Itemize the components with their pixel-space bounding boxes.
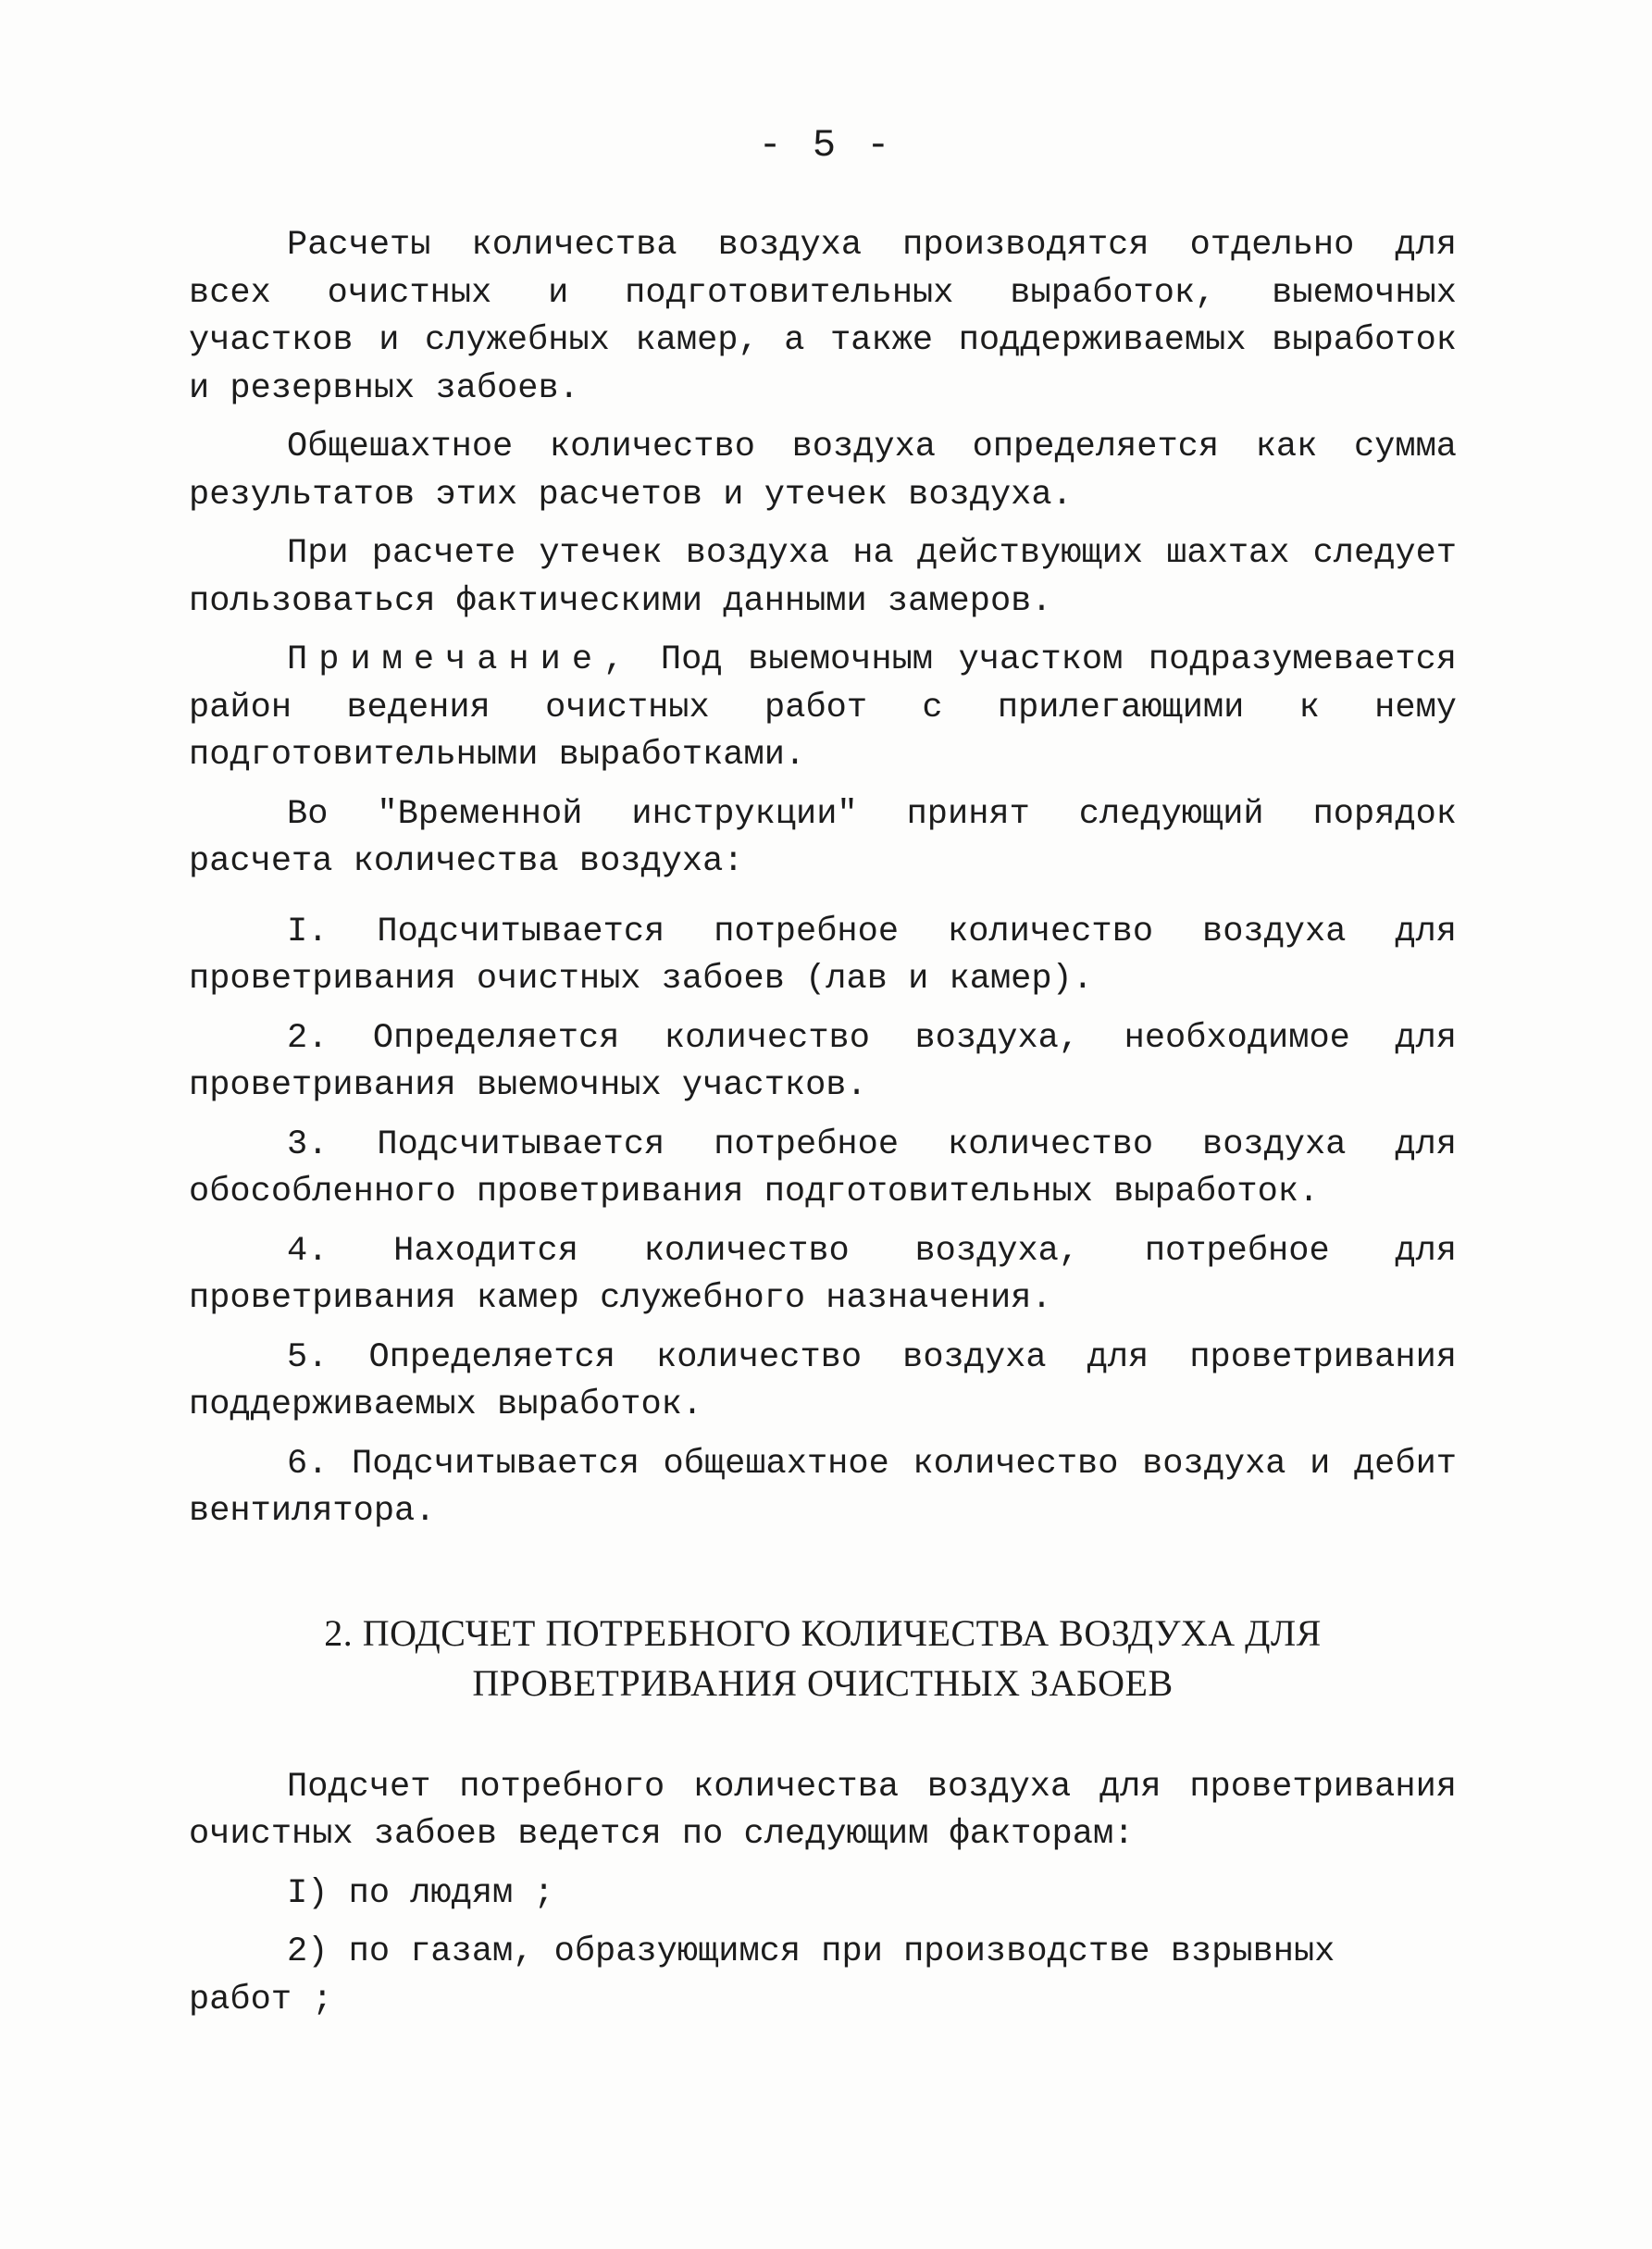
step-item: I. Подсчитывается потребное количество воздуха для проветривания очистных забоев (лав и камер). <box>189 912 1457 999</box>
paragraph-leaks: При расчете утечек воздуха на действующих шахтах следует пользоваться фактическими данными замеров. <box>189 534 1457 621</box>
section-title-line-2: ПРОВЕТРИВАНИЯ ОЧИСТНЫХ ЗАБОЕВ <box>472 1661 1174 1704</box>
factor-item: I) по людям ; <box>287 1873 554 1913</box>
step-item: 4. Находится количество воздуха, потребное для проветривания камер служебного назначения. <box>189 1231 1457 1318</box>
note-paragraph <box>189 637 1457 780</box>
section-intro: Подсчет потребного количества воздуха для проветривания очистных забоев ведется по следующим факторам: <box>189 1767 1457 1854</box>
paragraph-calculations: Расчеты количества воздуха производятся отдельно для всех очистных и подготовительных выработок, выемочных участков и служебных камер, а также поддерживаемых выработок и резервных забоев. <box>189 226 1457 408</box>
factor-item: 2) по газам, образующимся при производстве взрывных работ ; <box>189 1932 1335 2019</box>
page-number: - 5 - <box>758 123 894 168</box>
order-intro: Во "Временной инструкции" принят следующий порядок расчета количества воздуха: <box>189 794 1457 881</box>
section-heading <box>189 1609 1457 1708</box>
body-text <box>189 222 1457 2024</box>
section-title-line-1: 2. ПОДСЧЕТ ПОТРЕБНОГО КОЛИЧЕСТВА ВОЗДУХА ДЛЯ <box>324 1611 1322 1654</box>
step-item: 5. Определяется количество воздуха для проветривания поддерживаемых выработок. <box>189 1337 1457 1424</box>
step-item: 3. Подсчитывается потребное количество воздуха для обособленного проветривания подготовительных выработок. <box>189 1124 1457 1211</box>
step-item: 2. Определяется количество воздуха, необходимое для проветривания выемочных участков. <box>189 1018 1457 1105</box>
note-label: Примечание, <box>287 640 636 679</box>
step-item: 6. Подсчитывается общешахтное количество воздуха и дебит вентилятора. <box>189 1444 1457 1531</box>
note-text: Под выемочным участком подразумевается район ведения очистных работ с прилегающими к нему подготовительными выработками. <box>189 640 1457 775</box>
paragraph-total-air: Общешахтное количество воздуха определяется как сумма результатов этих расчетов и утечек воздуха. <box>189 428 1457 515</box>
